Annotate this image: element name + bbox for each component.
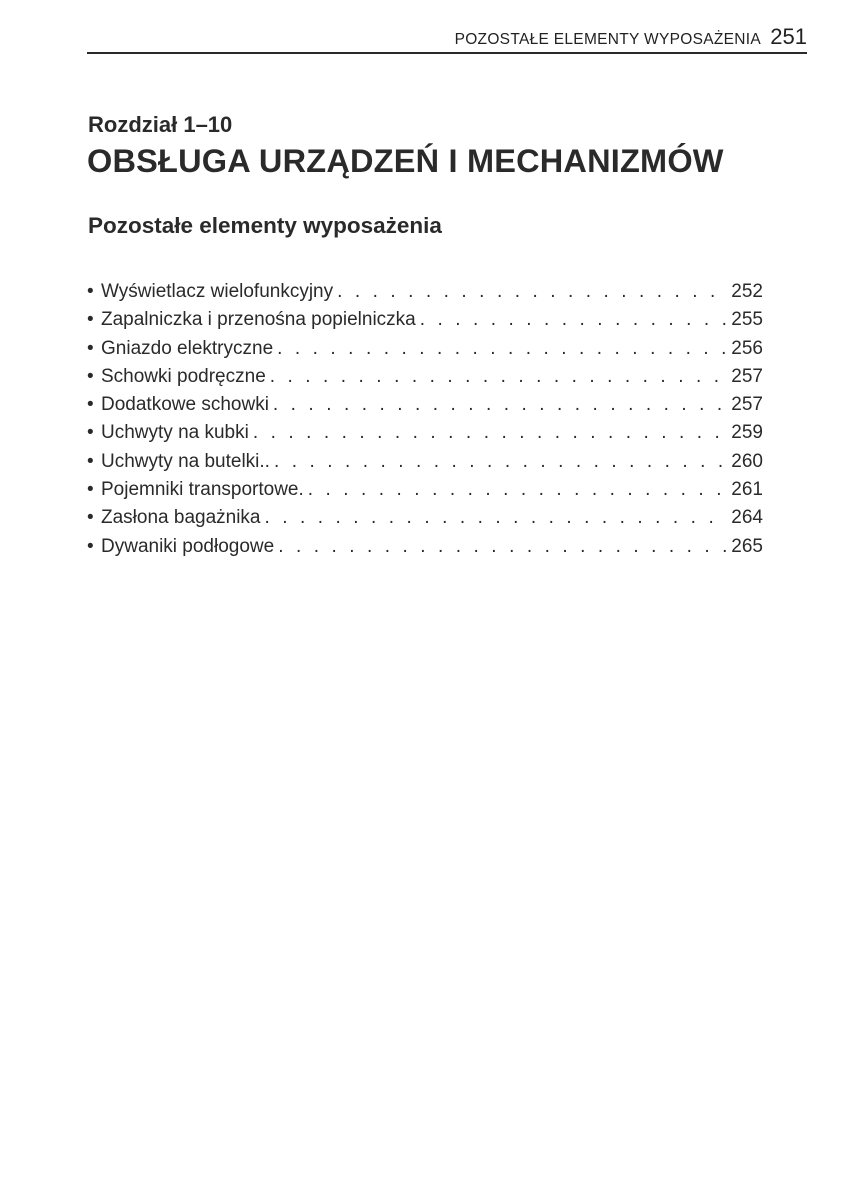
dot-leader (277, 338, 727, 360)
dot-leader (278, 536, 727, 558)
bullet-icon: • (87, 337, 94, 359)
bullet-icon: • (87, 394, 94, 416)
toc-item-luggage-cover[interactable] (87, 507, 763, 535)
toc-item-label: Dywaniki podłogowe (101, 535, 275, 557)
toc-item-page: 265 (731, 535, 763, 557)
chapter-label: Rozdział 1–10 (88, 112, 233, 137)
dot-leader (420, 309, 728, 331)
toc-item-page: 264 (731, 507, 763, 529)
toc-item-cup-holders[interactable] (87, 422, 763, 450)
toc-item-label: Uchwyty na kubki (101, 422, 249, 444)
bullet-icon: • (87, 365, 94, 387)
toc-item-page: 255 (731, 309, 763, 331)
toc-item-page: 259 (731, 422, 763, 444)
toc-item-page: 260 (731, 450, 763, 472)
toc-item-storage-compartments[interactable] (87, 366, 763, 394)
toc-item-page: 252 (731, 281, 763, 302)
dot-leader (265, 507, 728, 529)
dot-leader (274, 451, 727, 473)
toc-item-bottle-holders[interactable] (87, 451, 763, 479)
running-header (87, 26, 807, 54)
toc-item-multifunction-display[interactable] (87, 281, 763, 309)
toc-item-lighter-ashtray[interactable] (87, 309, 763, 337)
toc-item-label: Gniazdo elektryczne (101, 337, 274, 359)
toc-item-additional-storage[interactable] (87, 394, 763, 422)
page-number: 251 (770, 24, 807, 49)
bullet-icon: • (87, 479, 94, 501)
toc-item-power-outlet[interactable] (87, 338, 763, 366)
toc-item-label: Schowki podręczne (101, 365, 266, 387)
toc-item-label: Wyświetlacz wielofunkcyjny (101, 281, 334, 302)
toc-item-page: 257 (731, 394, 763, 416)
running-header-title: POZOSTAŁE ELEMENTY WYPOSAŻENIA (454, 31, 761, 48)
bullet-icon: • (87, 450, 94, 472)
toc-item-page: 261 (731, 479, 763, 501)
dot-leader (270, 366, 728, 388)
section-subtitle: Pozostałe elementy wyposażenia (88, 213, 442, 238)
toc-item-label: Zasłona bagażnika (101, 507, 261, 529)
bullet-icon: • (87, 507, 94, 529)
table-of-contents (87, 281, 763, 564)
toc-item-page: 257 (731, 365, 763, 387)
dot-leader (253, 422, 727, 444)
toc-item-label: Uchwyty na butelki.. (101, 450, 270, 472)
dot-leader (308, 479, 728, 501)
chapter-title: OBSŁUGA URZĄDZEŃ I MECHANIZMÓW (87, 143, 724, 179)
bullet-icon: • (87, 309, 94, 331)
dot-leader (273, 394, 727, 416)
toc-item-floor-mats[interactable] (87, 536, 763, 564)
toc-item-label: Zapalniczka i przenośna popielniczka (101, 309, 416, 331)
dot-leader (337, 281, 727, 303)
toc-item-transport-containers[interactable] (87, 479, 763, 507)
toc-item-label: Dodatkowe schowki (101, 394, 269, 416)
bullet-icon: • (87, 535, 94, 557)
bullet-icon: • (87, 422, 94, 444)
toc-item-page: 256 (731, 337, 763, 359)
toc-item-label: Pojemniki transportowe. (101, 479, 304, 501)
bullet-icon: • (87, 281, 94, 302)
